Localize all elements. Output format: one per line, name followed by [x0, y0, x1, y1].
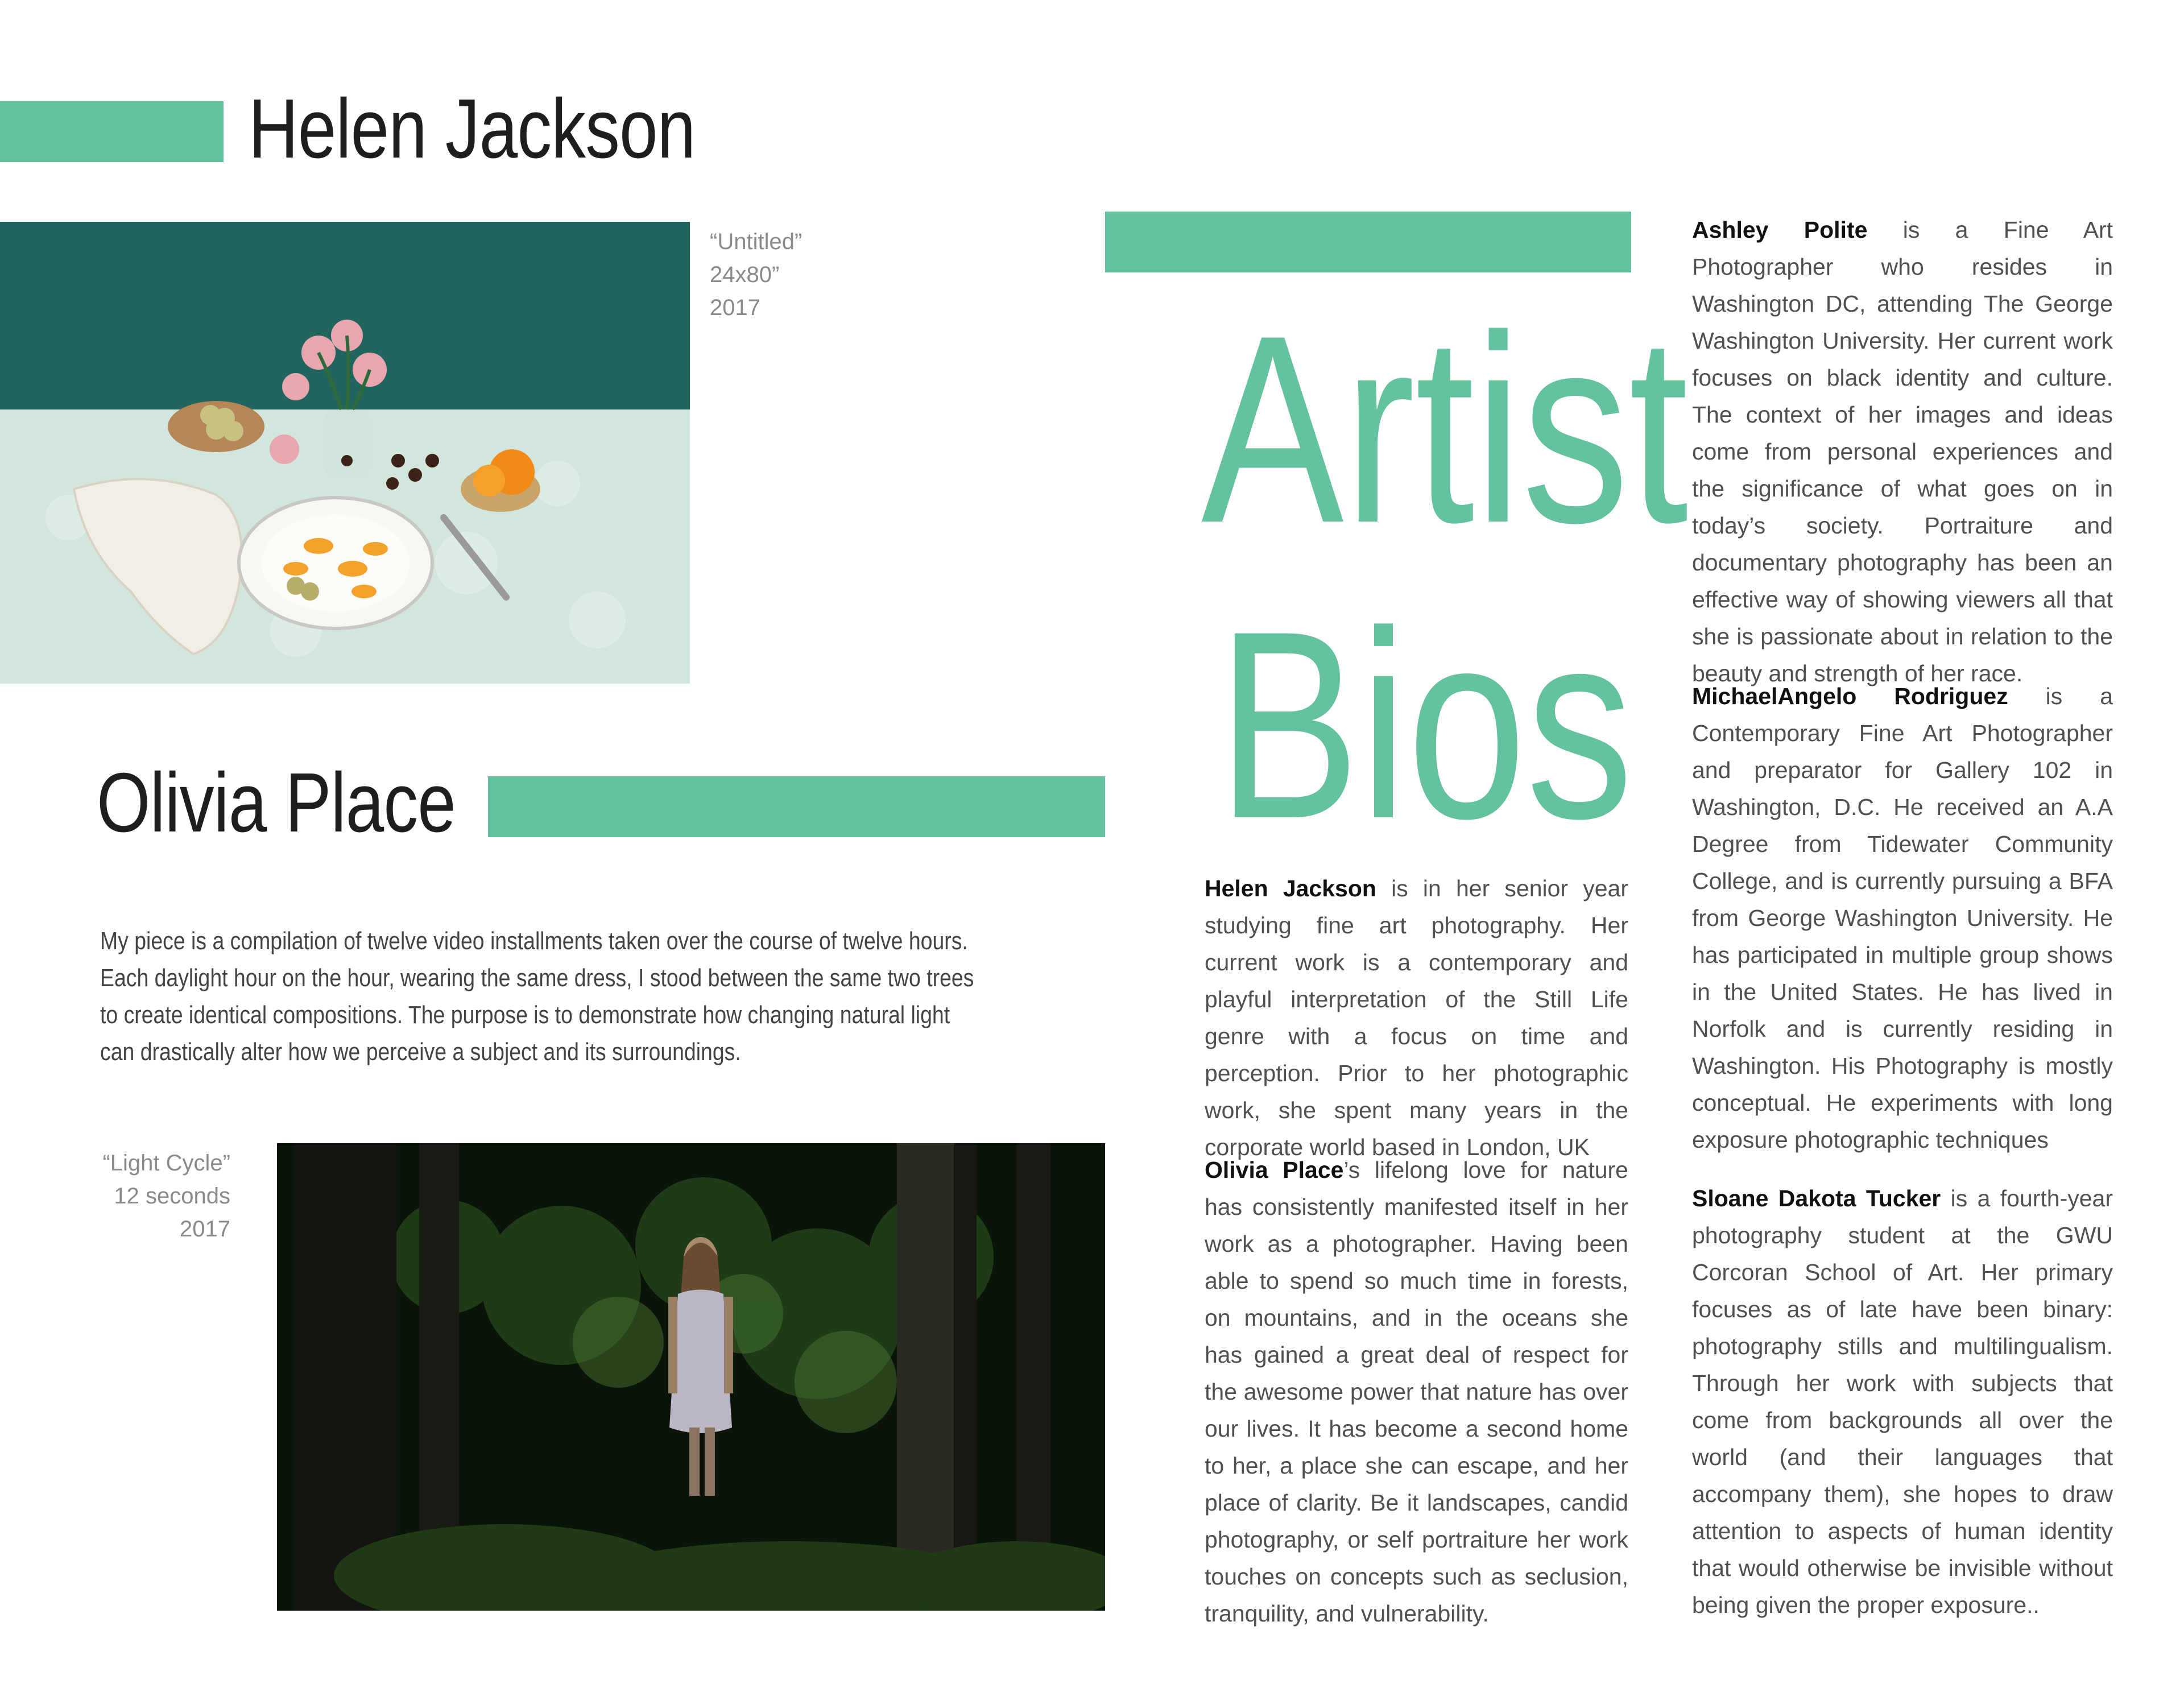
bio-michaelangelo-rodriguez — [1692, 678, 2113, 1159]
artist-title: Artist — [1201, 280, 1689, 578]
olivia-artist-statement — [100, 922, 974, 1070]
bios-title: Bios — [1217, 576, 1633, 874]
statement-line: My piece is a compilation of twelve video installments taken over the course of twelve hours. — [100, 927, 968, 955]
bio-text-olivia-place: ’s lifelong love for nature has consistently manifested itself in her work as a photographer. Having been able to spend so much time in forests, on mountains, and in the oceans she has gained a great deal of respect for the awesome power that nature has over our lives. It has become a second home to her, a place she can escape, and her place of clarity. Be it landscapes, candid photography, or self portraiture her work touches on concepts such as seclusion, tranquility, and vulnerability. — [1205, 1157, 1628, 1627]
helen-accent-bar — [0, 101, 224, 162]
still-life-illustration — [0, 222, 690, 684]
light-cycle-caption — [57, 1147, 230, 1246]
bio-name-sloane-dakota-tucker: Sloane Dakota Tucker — [1692, 1185, 1941, 1211]
bio-olivia-place — [1205, 1152, 1628, 1632]
bio-helen-jackson — [1205, 870, 1628, 1166]
light-cycle-caption-title: “Light Cycle” — [102, 1151, 230, 1176]
statement-line: Each daylight hour on the hour, wearing the same dress, I stood between the same two trees — [100, 964, 974, 992]
bio-name-michaelangelo-rodriguez: MichaelAngelo Rodriguez — [1692, 683, 2008, 709]
statement-line: to create identical compositions. The purpose is to demonstrate how changing natural light — [100, 1001, 950, 1029]
untitled-caption-title: “Untitled” — [710, 229, 803, 254]
forest-illustration — [277, 1143, 1105, 1611]
bio-ashley-polite — [1692, 212, 2113, 692]
forest-photo — [277, 1143, 1105, 1611]
bio-name-helen-jackson: Helen Jackson — [1205, 875, 1376, 901]
untitled-caption — [710, 225, 802, 324]
untitled-caption-year: 2017 — [710, 295, 760, 320]
statement-line: can drastically alter how we perceive a subject and its surroundings. — [100, 1038, 741, 1066]
bio-name-olivia-place: Olivia Place — [1205, 1157, 1344, 1183]
bio-name-ashley-polite: Ashley Polite — [1692, 217, 1868, 243]
bio-text-sloane-dakota-tucker: is a fourth-year photography student at the GWU Corcoran School of Art. Her primary focuses as of late have been binary: photography stills and multilingualism. Through her work with subjects that come from backgrounds all over the world (and their languages that accompany them), she hopes to draw attention to aspects of human identity that would otherwise be invisible without being given the proper exposure.. — [1692, 1185, 2113, 1618]
bio-text-michaelangelo-rodriguez: is a Contemporary Fine Art Photographer and preparator for Gallery 102 in Washington, D.C. He received an A.A Degree from Tidewater Community College, and is currently pursuing a BFA from George Washington University. He has participated in multiple group shows in the United States. He has lived in Norfolk and is currently residing in Washington. His Photography is mostly conceptual. He experiments with long exposure photographic techniques — [1692, 683, 2113, 1153]
untitled-caption-size: 24x80” — [710, 262, 780, 287]
olivia-place-heading: Olivia Place — [97, 756, 456, 850]
light-cycle-caption-year: 2017 — [180, 1217, 230, 1242]
olivia-accent-bar — [488, 776, 1105, 837]
helen-jackson-heading: Helen Jackson — [249, 82, 696, 176]
still-life-photo — [0, 222, 690, 684]
bio-sloane-dakota-tucker — [1692, 1180, 2113, 1624]
title-accent-bar — [1105, 212, 1631, 272]
light-cycle-caption-duration: 12 seconds — [114, 1184, 230, 1209]
bio-text-ashley-polite: is a Fine Art Photographer who resides in Washington DC, attending The George Washington University. Her current work focuses on black identity and culture. The context of her images and ideas come from personal experiences and the significance of what goes on in today’s society. Portraiture and documentary photography has been an effective way of showing viewers all that she is passionate about in relation to the beauty and strength of her race. — [1692, 217, 2113, 686]
bio-text-helen-jackson: is in her senior year studying fine art photography. Her current work is a contemporary and playful interpretation of the Still Life genre with a focus on time and perception. Prior to her photographic work, she spent many years in the corporate world based in London, UK — [1205, 875, 1628, 1160]
